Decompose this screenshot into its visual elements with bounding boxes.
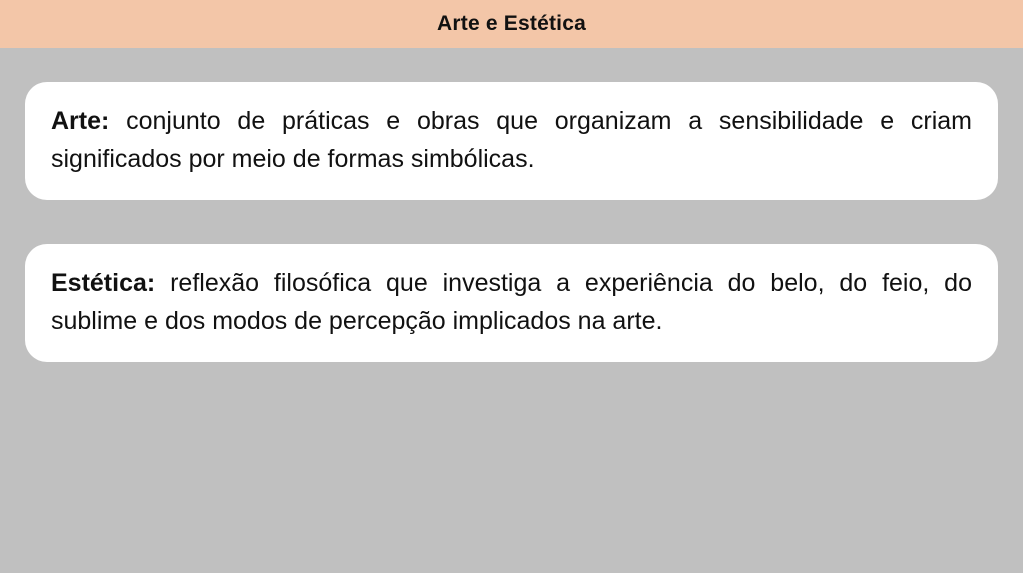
definition-card-estetica xyxy=(25,244,998,362)
definition-term: Arte xyxy=(51,107,102,135)
definition-paragraph xyxy=(51,264,972,340)
definition-separator: : xyxy=(146,269,156,297)
definition-card-arte xyxy=(25,82,998,200)
definition-separator: : xyxy=(101,107,110,135)
page-title: Arte e Estética xyxy=(437,12,586,35)
definition-text-value: conjunto de práticas e obras que organizam a sensibilidade e criam significados por meio de formas simbólicas. xyxy=(51,107,973,173)
definition-text xyxy=(51,107,972,173)
slide-title-bar xyxy=(0,0,1023,48)
definition-text xyxy=(51,269,972,335)
definition-list xyxy=(0,48,1023,573)
definition-term: Estética xyxy=(51,269,147,297)
definition-text-value: reflexão filosófica que investiga a experiência do belo, do feio, do sublime e dos modos de percepção implicados na arte. xyxy=(51,269,972,335)
definition-paragraph xyxy=(51,102,972,178)
